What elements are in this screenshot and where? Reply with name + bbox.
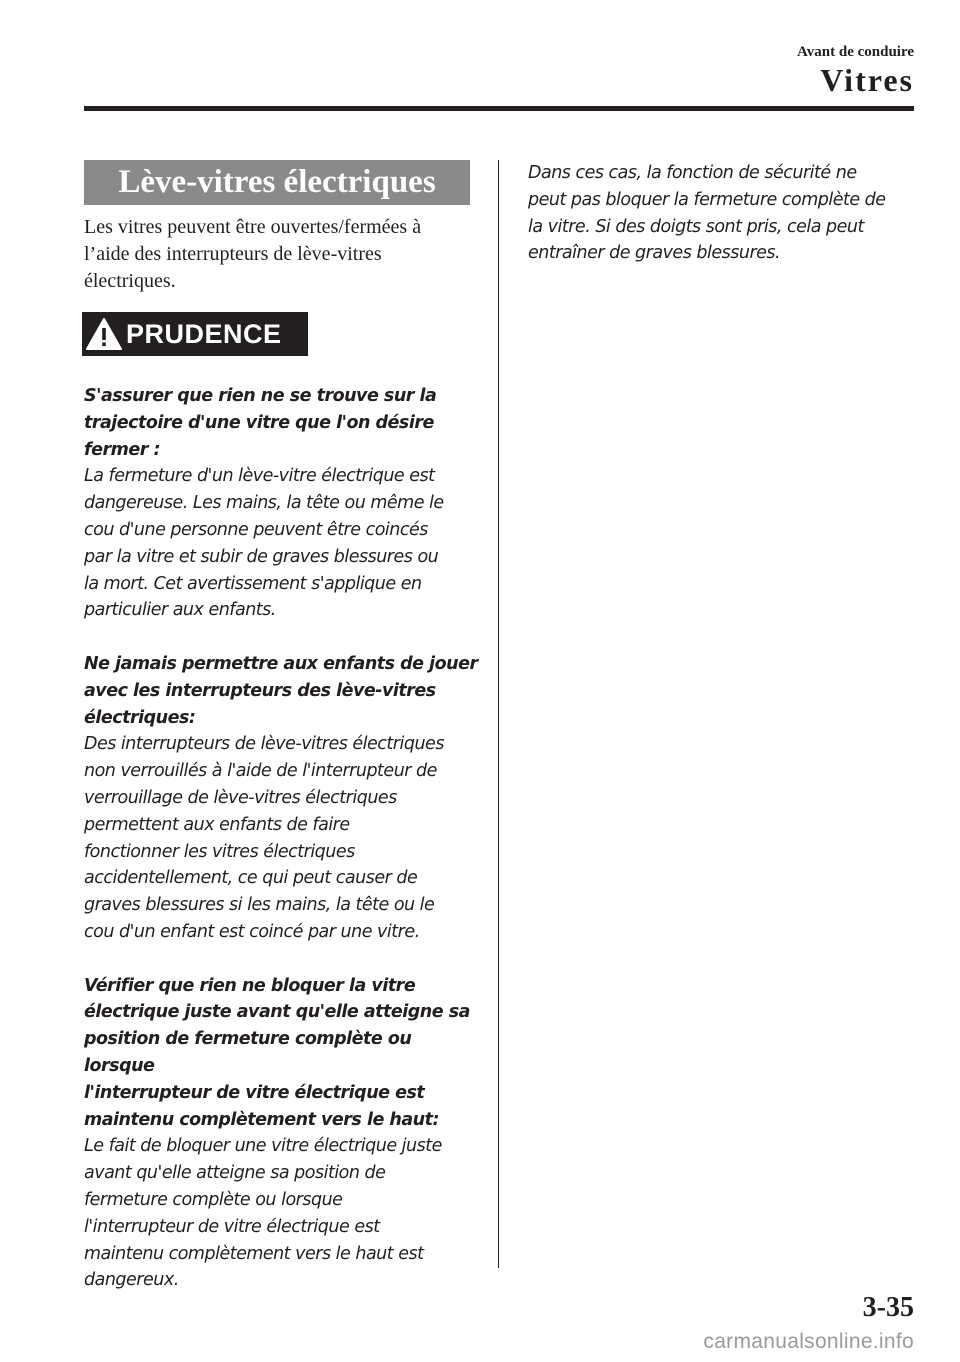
continuation-line: Dans ces cas, la fonction de sécurité ne [528, 163, 857, 183]
warning-body-line: fonctionner les vitres électriques [84, 841, 355, 862]
warning-heading-line: électrique juste avant qu'elle atteigne sa [84, 1002, 470, 1023]
warning-heading-line: S'assurer que rien ne se trouve sur la [84, 386, 437, 406]
warning-body-line: par la vitre et subir de graves blessures ou [84, 546, 439, 567]
warning-body-line: La fermeture d'un lève-vitre électrique est [84, 466, 435, 487]
warning-heading-line: électriques: [84, 707, 196, 728]
warning-body-line: graves blessures si les mains, la tête ou le [84, 895, 435, 916]
caution-content [84, 383, 484, 1294]
warning-body-line: cou d'un enfant est coincé par une vitre. [84, 921, 420, 942]
warning-body-line: permettent aux enfants de faire [84, 814, 350, 835]
warning-heading-line: position de fermeture complète ou lorsque [84, 1029, 412, 1076]
warning-body-line: l'interrupteur de vitre électrique est [84, 1216, 380, 1237]
column-divider [498, 160, 499, 1268]
continuation-line: la vitre. Si des doigts sont pris, cela peut [528, 216, 864, 237]
warning-heading [84, 973, 484, 1134]
warning-heading-line: Ne jamais permettre aux enfants de jouer [84, 653, 478, 674]
continuation-text [528, 160, 918, 267]
warning-body-line: maintenu complètement vers le haut est [84, 1243, 424, 1264]
header-chapter: Vitres [820, 62, 914, 98]
warning-body-line: la mort. Cet avertissement s'applique en [84, 573, 422, 594]
warning-body [84, 1133, 484, 1294]
warning-body-line: non verrouillés à l'aide de l'interrupteur de [84, 761, 437, 782]
intro-paragraph [84, 214, 484, 295]
warning-body-line: verrouillage de lève-vitres électriques [84, 787, 397, 808]
header-section: Avant de conduire [797, 44, 914, 60]
continuation-line: entraîner de graves blessures. [528, 243, 781, 264]
watermark: carmanualsonline.info [703, 1330, 914, 1353]
warning-body-line: particulier aux enfants. [84, 600, 276, 621]
warning-body-line: dangereuse. Les mains, la tête ou même le [84, 493, 444, 514]
intro-line: Les vitres peuvent être ouvertes/fermées à [84, 216, 422, 238]
warning-triangle-icon [82, 312, 126, 356]
warning-heading-line: avec les interrupteurs des lève-vitres [84, 680, 436, 701]
warning-body-line: Le fait de bloquer une vitre électrique juste [84, 1136, 442, 1157]
warning-heading [84, 383, 484, 463]
warning-heading-line: Vérifier que rien ne bloquer la vitre [84, 975, 416, 996]
continuation-column [528, 160, 918, 267]
warning-heading-line: l'interrupteur de vitre électrique est [84, 1082, 425, 1103]
intro-line: électriques. [84, 270, 176, 292]
section-title: Lève-vitres électriques [84, 160, 470, 205]
page-number: 3-35 [862, 1292, 914, 1323]
intro-line: l’aide des interrupteurs de lève-vitres [84, 243, 382, 265]
continuation-line: peut pas bloquer la fermeture complète de [528, 189, 886, 210]
warning-body-line: dangereux. [84, 1270, 179, 1291]
warning-heading-line: trajectoire d'une vitre que l'on désire [84, 412, 434, 433]
caution-label: PRUDENCE [126, 318, 282, 349]
warning-heading [84, 651, 484, 731]
warning-body-line: Des interrupteurs de lève-vitres électriques [84, 734, 444, 755]
warning-body-line: fermeture complète ou lorsque [84, 1189, 343, 1210]
warning-heading-line: maintenu complètement vers le haut: [84, 1109, 439, 1130]
warning-body-line: avant qu'elle atteigne sa position de [84, 1163, 386, 1184]
warning-heading-line: fermer : [84, 439, 160, 460]
warning-body [84, 731, 484, 945]
warning-body [84, 463, 484, 624]
caution-badge [82, 312, 308, 356]
header-rule [84, 106, 914, 111]
warning-body-line: accidentellement, ce qui peut causer de [84, 868, 418, 889]
warning-body-line: cou d'une personne peuvent être coincés [84, 519, 428, 540]
